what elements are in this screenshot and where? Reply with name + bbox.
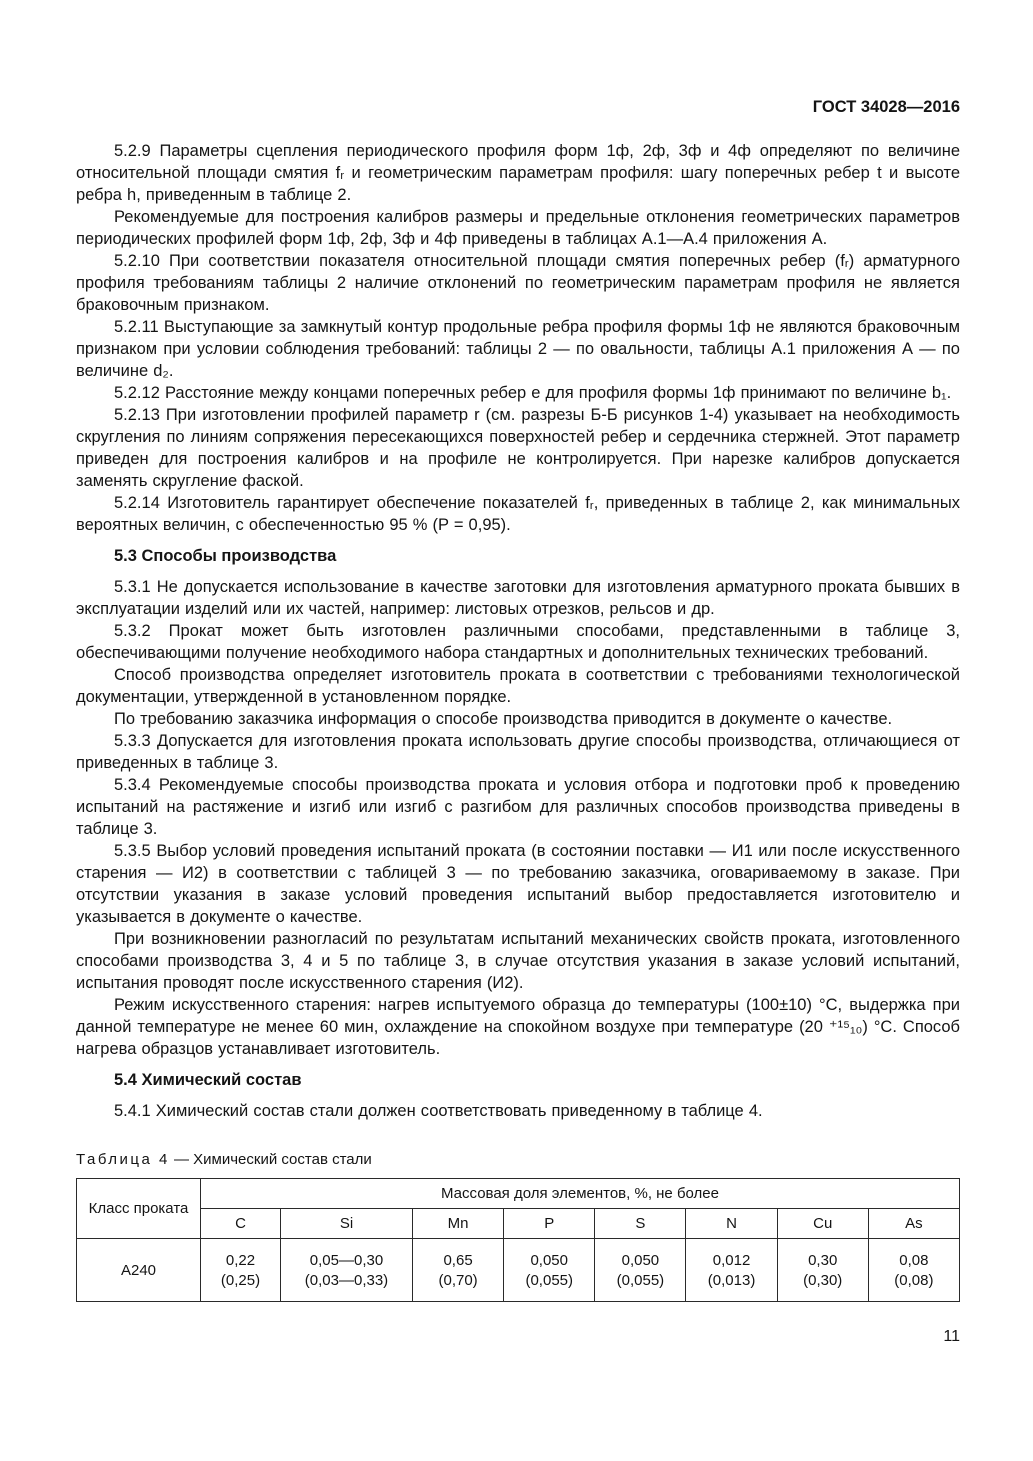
- cell-value-alt: (0,70): [438, 1271, 478, 1289]
- cell-value-alt: (0,30): [803, 1271, 843, 1289]
- cell-value-alt: (0,25): [220, 1271, 261, 1289]
- column-header-element: Si: [281, 1209, 413, 1239]
- cell-value-main: 0,050: [530, 1251, 568, 1269]
- paragraph: 5.2.13 При изготовлении профилей параметр r (см. разрезы Б-Б рисунков 1-4) указывает на необходимость скругления по линиям сопряжения пересекающихся поверхностей ребер и сердечника стержней. Этот параметр приведен для построения калибров и на профиле не контролируется. При нарезке калибров допускается заменять скругление фаской.: [76, 406, 960, 490]
- paragraph: 5.2.9 Параметры сцепления периодического профиля форм 1ф, 2ф, 3ф и 4ф определяют по величине относительной площади смятия fᵣ и геометрическим параметрам профиля: шагу поперечных ребер t и высоте ребра h, приведенным в таблице 2.: [76, 142, 960, 204]
- cell-value: [281, 1239, 413, 1302]
- paragraph: 5.4.1 Химический состав стали должен соответствовать приведенному в таблице 4.: [114, 1102, 763, 1120]
- cell-value-main: 0,65: [443, 1251, 473, 1269]
- column-header-element: As: [868, 1209, 959, 1239]
- column-header-class: Класс проката: [77, 1179, 201, 1239]
- chemical-composition-table: [76, 1178, 960, 1302]
- cell-value: [504, 1239, 595, 1302]
- document-body: [76, 140, 960, 1122]
- paragraph: Способ производства определяет изготовитель проката в соответствии с требованиями технологической документации, утвержденной в установленном порядке.: [76, 666, 960, 706]
- paragraph: 5.2.11 Выступающие за замкнутый контур продольные ребра профиля формы 1ф не являются браковочным признаком при условии соблюдения требований: таблицы 2 — по овальности, таблицы А.1 приложения А — по величине d₂.: [76, 318, 960, 380]
- cell-class: А240: [77, 1239, 201, 1302]
- cell-value-alt: (0,055): [525, 1271, 573, 1289]
- column-header-element: C: [201, 1209, 281, 1239]
- cell-value-alt: (0,08): [894, 1271, 934, 1289]
- cell-value: [413, 1239, 504, 1302]
- cell-value-main: 0,050: [621, 1251, 660, 1269]
- cell-value: [201, 1239, 281, 1302]
- column-header-element: Mn: [413, 1209, 504, 1239]
- paragraph: При возникновении разногласий по результатам испытаний механических свойств проката, изготовленного способами производства 3, 4 и 5 по таблице 3, в случае отсутствия указания в заказе условий испытаний, испытания проводят после искусственного старения (И2).: [76, 930, 960, 992]
- cell-value-main: 0,22: [225, 1251, 256, 1269]
- column-header-element: Cu: [777, 1209, 868, 1239]
- cell-value-main: 0,08: [899, 1251, 929, 1269]
- paragraph: 5.3.2 Прокат может быть изготовлен различными способами, представленными в таблице 3, обеспечивающими получение необходимого набора стандартных и дополнительных технических требований.: [76, 622, 960, 662]
- paragraph: 5.2.12 Расстояние между концами поперечных ребер е для профиля формы 1ф принимают по величине b₁.: [114, 384, 952, 402]
- column-header-element: S: [595, 1209, 686, 1239]
- paragraph: 5.3.1 Не допускается использование в качестве заготовки для изготовления арматурного проката бывших в эксплуатации изделий или их частей, например: листовых отрезков, рельсов и др.: [76, 578, 960, 618]
- cell-value: [777, 1239, 868, 1302]
- cell-value-alt: (0,03—0,33): [304, 1271, 389, 1289]
- section-heading: 5.3 Способы производства: [114, 547, 337, 565]
- paragraph: 5.2.14 Изготовитель гарантирует обеспечение показателей fᵣ, приведенных в таблице 2, как минимальных вероятных величин, с обеспеченностью 95 % (P = 0,95).: [76, 494, 960, 534]
- table-row: [77, 1239, 960, 1302]
- paragraph: 5.2.10 При соответствии показателя относительной площади смятия поперечных ребер (fᵣ) арматурного профиля требованиям таблицы 2 наличие отклонений по геометрическим параметрам профиля не является браковочным признаком.: [76, 252, 960, 314]
- paragraph: 5.3.4 Рекомендуемые способы производства проката и условия отбора и подготовки проб к проведению испытаний на растяжение и изгиб или изгиб с разгибом для различных способов производства приведены в таблице 3.: [76, 776, 960, 838]
- column-header-element: N: [686, 1209, 777, 1239]
- table-caption: [76, 1150, 960, 1170]
- cell-value-alt: (0,055): [616, 1271, 665, 1289]
- paragraph: 5.3.3 Допускается для изготовления проката использовать другие способы производства, отличающиеся от приведенных в таблице 3.: [76, 732, 960, 772]
- cell-value-main: 0,05—0,30: [309, 1251, 384, 1269]
- column-group-header: Массовая доля элементов, %, не более: [201, 1179, 960, 1209]
- table-caption-label: Таблица 4: [76, 1151, 170, 1168]
- document-number: ГОСТ 34028—2016: [812, 98, 960, 116]
- table-caption-title: — Химический состав стали: [174, 1151, 372, 1168]
- cell-value: [686, 1239, 777, 1302]
- paragraph: 5.3.5 Выбор условий проведения испытаний проката (в состоянии поставки — И1 или после искусственного старения — И2) в соответствии с таблицей 3 — по требованию заказчика, оговариваемому в заказе. При отсутствии указания в заказе условий проведения испытаний выбор предоставляется изготовителю и указывается в документе о качестве.: [76, 842, 960, 926]
- cell-value-alt: (0,013): [707, 1271, 756, 1289]
- column-header-element: P: [504, 1209, 595, 1239]
- section-heading: 5.4 Химический состав: [114, 1071, 302, 1089]
- cell-value-main: 0,30: [808, 1251, 838, 1269]
- cell-value-main: 0,012: [712, 1251, 751, 1269]
- paragraph: Рекомендуемые для построения калибров размеры и предельные отклонения геометрических параметров периодических профилей форм 1ф, 2ф, 3ф и 4ф приведены в таблицах А.1—А.4 приложения А.: [76, 208, 960, 248]
- paragraph: По требованию заказчика информация о способе производства приводится в документе о качестве.: [114, 710, 893, 728]
- page-number: 11: [943, 1328, 960, 1345]
- cell-value: [868, 1239, 959, 1302]
- paragraph: Режим искусственного старения: нагрев испытуемого образца до температуры (100±10) °С, выдержка при данной температуре не менее 60 мин, охлаждение на спокойном воздухе при температуре (20 ⁺¹⁵₁₀) °С. Способ нагрева образцов устанавливает изготовитель.: [76, 996, 960, 1058]
- cell-value: [595, 1239, 686, 1302]
